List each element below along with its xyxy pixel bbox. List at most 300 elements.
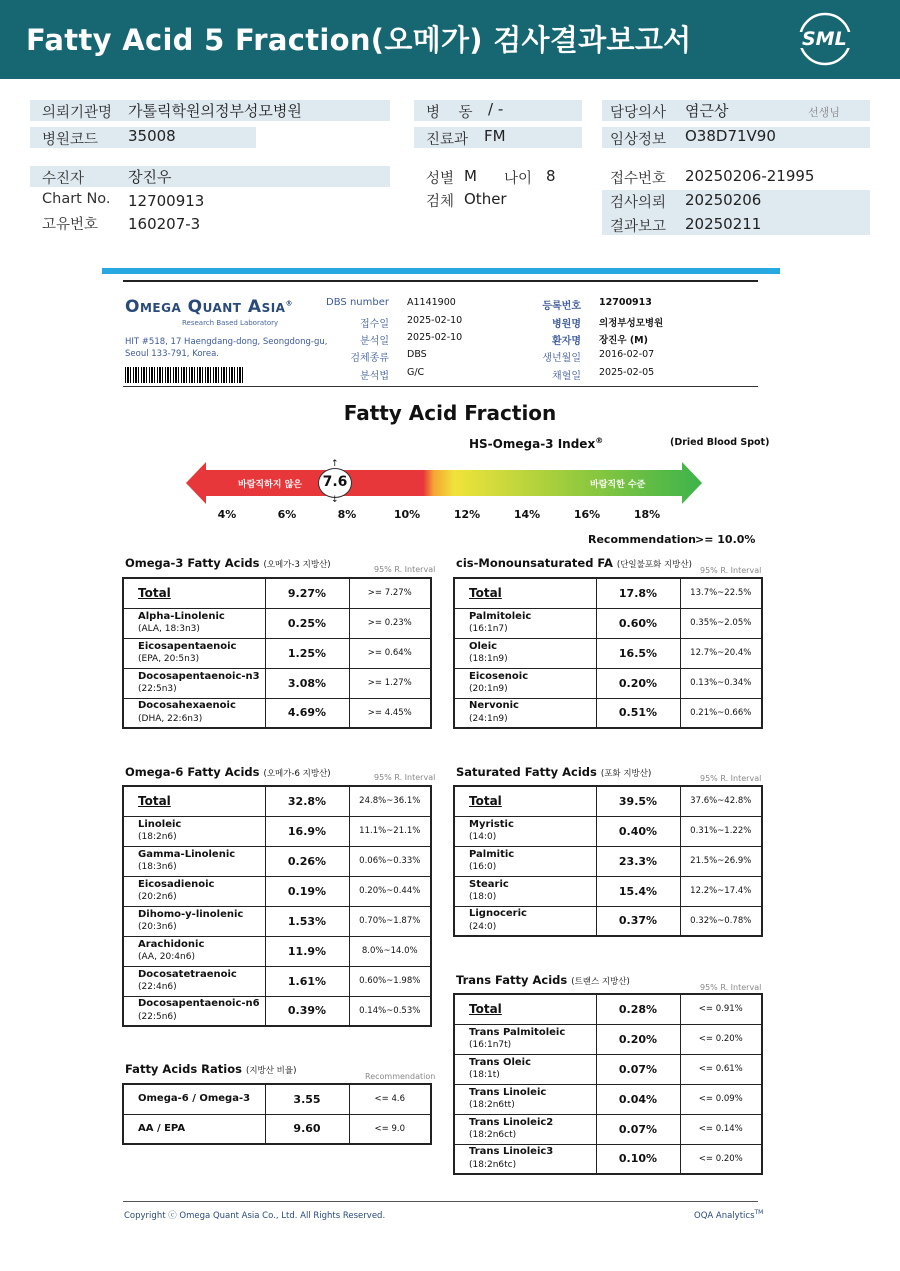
omega6-table <box>122 785 432 1027</box>
fatty-acid-label: Dihomo-y-linolenic <box>138 908 244 920</box>
fatty-acid-notation: (16:0) <box>469 862 497 872</box>
fatty-acid-name <box>123 698 265 728</box>
result-value: 0.19% <box>265 876 349 906</box>
reference-interval: 0.31%~1.22% <box>680 816 762 846</box>
fatty-acid-notation: (16:1n7t) <box>469 1040 512 1050</box>
saturated-title: Saturated Fatty Acids <box>456 765 597 779</box>
saturated-section-title <box>456 765 651 779</box>
fatty-acid-label: Stearic <box>469 878 509 890</box>
age-label: 나이 <box>504 171 533 187</box>
result-value: 0.07% <box>596 1114 680 1144</box>
reference-interval: 12.2%~17.4% <box>680 876 762 906</box>
company-tagline: Research Based Laboratory <box>182 319 279 327</box>
result-value: 23.3% <box>596 846 680 876</box>
birth-date-label: 생년월일 <box>542 353 581 364</box>
fatty-acid-name <box>454 698 596 728</box>
saturated-title-kr: (포화 지방산) <box>600 769 652 779</box>
fatty-acid-notation: (22:5n6) <box>138 1011 177 1022</box>
result-value: 0.60% <box>596 608 680 638</box>
fatty-acid-notation: (18:1t) <box>469 1070 500 1080</box>
desirable-label: 바람직한 수준 <box>590 480 646 490</box>
mufa-ri-label: 95% R. Interval <box>700 566 762 575</box>
sml-logo <box>796 12 854 66</box>
reference-interval: 0.20%~0.44% <box>349 876 431 906</box>
ratios-table <box>122 1083 432 1145</box>
fatty-acid-label: AA / EPA <box>138 1122 186 1134</box>
result-value: 0.20% <box>596 668 680 698</box>
gauge-tick-label: 14% <box>513 508 541 521</box>
patient-value: 장진우 <box>128 168 172 186</box>
result-value: 0.26% <box>265 846 349 876</box>
saturated-ri-label: 95% R. Interval <box>700 774 762 783</box>
table-row <box>454 1114 762 1144</box>
chart-no-label: Chart No. <box>42 191 111 207</box>
fatty-acid-notation: (18:1n9) <box>469 654 508 664</box>
reference-interval: 11.1%~21.1% <box>349 816 431 846</box>
table-row <box>454 608 762 638</box>
gauge-tick-label: 10% <box>393 508 421 521</box>
receive-date-label: 접수일 <box>360 319 389 330</box>
result-value: 9.60 <box>265 1114 349 1144</box>
table-row <box>123 1084 431 1114</box>
report-header-bottom-line <box>123 386 758 387</box>
result-value: 17.8% <box>596 578 680 608</box>
reference-interval: <= 0.61% <box>680 1054 762 1084</box>
fatty-acid-label: Eicosadienoic <box>138 878 215 890</box>
fatty-acid-label: Trans Palmitoleic <box>469 1026 566 1038</box>
registration-no-value: 12700913 <box>599 297 652 308</box>
specimen-type-label: 검체종류 <box>350 353 389 364</box>
dbs-number-value: A1141900 <box>407 297 456 308</box>
table-row <box>123 816 431 846</box>
birth-date-value: 2016-02-07 <box>599 349 655 360</box>
fatty-acid-label: Palmitoleic <box>469 610 532 622</box>
omega3-table <box>122 577 432 729</box>
fatty-acid-name <box>123 906 265 936</box>
table-row <box>454 906 762 936</box>
table-row <box>123 786 431 816</box>
age-value: 8 <box>546 167 556 185</box>
reference-interval: <= 9.0 <box>349 1114 431 1144</box>
index-value: 7.6 <box>322 474 348 490</box>
fatty-acid-label: Oleic <box>469 640 498 652</box>
table-row <box>123 876 431 906</box>
fatty-acid-label: Docosatetraenoic <box>138 968 237 980</box>
result-value: 0.28% <box>596 994 680 1024</box>
result-value: 0.25% <box>265 608 349 638</box>
reference-interval: <= 0.91% <box>680 994 762 1024</box>
patient-name-label: 환자명 <box>552 336 581 347</box>
doctor-value: 염근상 <box>685 102 729 120</box>
omega-quant-logo <box>125 297 293 317</box>
fatty-acid-label: Trans Linoleic2 <box>469 1116 554 1128</box>
fatty-acid-name <box>454 1114 596 1144</box>
reference-interval: >= 4.45% <box>349 698 431 728</box>
method-value: G/C <box>407 367 425 378</box>
table-row <box>454 846 762 876</box>
trans-table <box>453 993 763 1175</box>
fatty-acid-notation: (20:1n9) <box>469 684 508 694</box>
reference-interval: <= 0.20% <box>680 1024 762 1054</box>
reference-interval: 8.0%~14.0% <box>349 936 431 966</box>
fatty-acid-label: Total <box>138 585 171 600</box>
hospital-label: 의뢰기관명 <box>42 105 113 121</box>
table-row <box>123 698 431 728</box>
fatty-acid-name <box>123 966 265 996</box>
reference-interval: >= 1.27% <box>349 668 431 698</box>
reference-interval: <= 0.20% <box>680 1144 762 1174</box>
company-address-line2: Seoul 133-791, Korea. <box>125 349 219 359</box>
fatty-acid-label: Eicosapentaenoic <box>138 640 237 652</box>
result-value: 1.61% <box>265 966 349 996</box>
reference-interval: <= 4.6 <box>349 1084 431 1114</box>
result-value: 3.55 <box>265 1084 349 1114</box>
registered-mark: ® <box>285 299 293 308</box>
barcode <box>125 367 245 383</box>
gauge-tick-label: 12% <box>453 508 481 521</box>
hospital-value: 가톨릭학원의정부성모병원 <box>128 102 302 120</box>
gauge-tick-label: 6% <box>277 508 297 521</box>
result-value: 1.25% <box>265 638 349 668</box>
fatty-acid-fraction-title: Fatty Acid Fraction <box>343 401 557 425</box>
fatty-acid-name <box>123 638 265 668</box>
table-row <box>123 906 431 936</box>
fatty-acid-notation: (16:1n7) <box>469 624 508 634</box>
fatty-acid-notation: (14:0) <box>469 832 497 842</box>
receipt-no-value: 20250206-21995 <box>685 167 815 185</box>
fatty-acid-name <box>454 816 596 846</box>
marker-down-arrow: ↓ <box>331 495 339 505</box>
gauge-tick-label: 18% <box>633 508 661 521</box>
fatty-acid-notation: (24:1n9) <box>469 713 508 724</box>
trans-title: Trans Fatty Acids <box>456 973 568 987</box>
table-row <box>123 936 431 966</box>
fatty-acid-name <box>454 638 596 668</box>
fatty-acid-label: Total <box>469 585 502 600</box>
request-date-label: 검사의뢰 <box>610 195 667 211</box>
fatty-acid-name <box>123 1084 265 1114</box>
section-divider <box>102 268 780 274</box>
fatty-acid-label: Nervonic <box>469 700 519 712</box>
reference-interval: <= 0.09% <box>680 1084 762 1114</box>
result-value: 0.04% <box>596 1084 680 1114</box>
fatty-acid-label: Total <box>469 1001 502 1016</box>
trans-ri-label: 95% R. Interval <box>700 983 762 992</box>
doctor-label: 담당의사 <box>610 105 667 121</box>
result-value: 9.27% <box>265 578 349 608</box>
brand-name: OQA Analytics <box>694 1210 755 1221</box>
fatty-acid-name <box>454 1084 596 1114</box>
trademark-mark: TM <box>754 1209 764 1216</box>
result-value: 1.53% <box>265 906 349 936</box>
result-value: 0.20% <box>596 1024 680 1054</box>
sex-value: M <box>464 167 477 185</box>
unique-id-label: 고유번호 <box>42 217 99 233</box>
table-row <box>454 994 762 1024</box>
result-value: 0.37% <box>596 906 680 936</box>
result-value: 0.39% <box>265 996 349 1026</box>
omega6-title-kr: (오메가-6 지방산) <box>263 769 331 779</box>
draw-date-label: 채혈일 <box>552 371 581 382</box>
table-row <box>123 846 431 876</box>
fatty-acid-notation: (18:2n6) <box>138 832 177 842</box>
company-address-line1: HIT #518, 17 Haengdang-dong, Seongdong-gu, <box>125 337 328 347</box>
report-top-line <box>123 280 758 282</box>
table-row <box>454 876 762 906</box>
specimen-label: 검체 <box>426 194 455 210</box>
fatty-acid-name <box>454 608 596 638</box>
reference-interval: 0.14%~0.53% <box>349 996 431 1026</box>
registration-no-label: 등록번호 <box>542 301 581 312</box>
result-value: 3.08% <box>265 668 349 698</box>
fatty-acid-name <box>454 876 596 906</box>
table-row <box>454 638 762 668</box>
request-date-value: 20250206 <box>685 191 762 209</box>
fatty-acid-name <box>123 608 265 638</box>
fatty-acid-label: Alpha-Linolenic <box>138 610 225 622</box>
trans-title-kr: (트랜스 지방산) <box>571 977 630 987</box>
reference-interval: 0.06%~0.33% <box>349 846 431 876</box>
result-value: 11.9% <box>265 936 349 966</box>
table-row <box>454 668 762 698</box>
fatty-acid-name <box>454 1144 596 1174</box>
omega6-title: Omega-6 Fatty Acids <box>125 765 260 779</box>
fatty-acid-notation: (20:2n6) <box>138 892 177 902</box>
fatty-acid-notation: (22:4n6) <box>138 982 177 992</box>
result-value: 0.40% <box>596 816 680 846</box>
ratios-section-title <box>125 1062 296 1076</box>
hospital-code-label: 병원코드 <box>42 132 99 148</box>
fatty-acid-label: Total <box>138 793 171 808</box>
report-date-label: 결과보고 <box>610 219 667 235</box>
fatty-acid-name <box>454 994 596 1024</box>
fatty-acid-label: Arachidonic <box>138 938 205 950</box>
fatty-acid-name <box>123 1114 265 1144</box>
fatty-acid-notation: (18:2n6tc) <box>469 1159 517 1170</box>
result-value: 15.4% <box>596 876 680 906</box>
reference-interval: 13.7%~22.5% <box>680 578 762 608</box>
table-row <box>123 668 431 698</box>
table-row <box>454 1084 762 1114</box>
table-row <box>454 578 762 608</box>
copyright-text: Copyright ⓒ Omega Quant Asia Co., Ltd. All Rights Reserved. <box>124 1211 386 1221</box>
dbs-number-label: DBS number <box>326 297 389 308</box>
registered-mark: ® <box>595 436 604 445</box>
mufa-title-kr: (단일불포화 지방산) <box>616 560 692 570</box>
ratios-recommendation-label: Recommendation <box>365 1072 436 1081</box>
fatty-acid-notation: (22:5n3) <box>138 684 177 694</box>
footer-line <box>123 1201 758 1202</box>
reference-interval: 24.8%~36.1% <box>349 786 431 816</box>
analysis-date-value: 2025-02-10 <box>407 332 463 343</box>
result-value: 16.5% <box>596 638 680 668</box>
gauge-tick-label: 8% <box>337 508 357 521</box>
reference-interval: <= 0.14% <box>680 1114 762 1144</box>
mufa-table <box>453 577 763 729</box>
table-row <box>123 1114 431 1144</box>
oqa-analytics-brand <box>694 1209 763 1221</box>
recommendation-label: Recommendation <box>588 533 696 546</box>
reference-interval: >= 0.23% <box>349 608 431 638</box>
result-value: 39.5% <box>596 786 680 816</box>
fatty-acid-name <box>454 1024 596 1054</box>
omega3-ri-label: 95% R. Interval <box>374 565 436 574</box>
reference-interval: 21.5%~26.9% <box>680 846 762 876</box>
trans-section-title <box>456 973 630 987</box>
reference-interval: 0.32%~0.78% <box>680 906 762 936</box>
fatty-acid-name <box>454 846 596 876</box>
index-value-marker <box>318 459 352 505</box>
recommendation-value: >= 10.0% <box>695 533 756 546</box>
table-row <box>123 608 431 638</box>
ward-label: 병 동 <box>426 105 473 121</box>
fatty-acid-notation: (DHA, 22:6n3) <box>138 713 203 724</box>
sex-label: 성별 <box>426 171 455 187</box>
fatty-acid-name <box>123 578 265 608</box>
result-value: 16.9% <box>265 816 349 846</box>
chart-no-value: 12700913 <box>128 192 205 210</box>
fatty-acid-notation: (18:0) <box>469 892 497 902</box>
unique-id-value: 160207-3 <box>128 215 201 233</box>
table-row <box>123 638 431 668</box>
omega6-ri-label: 95% R. Interval <box>374 773 436 782</box>
table-row <box>454 786 762 816</box>
mufa-title: cis-Monounsaturated FA <box>456 556 613 570</box>
fatty-acid-notation: (AA, 20:4n6) <box>138 952 195 962</box>
table-row <box>454 1144 762 1174</box>
omega3-index-title <box>469 436 603 451</box>
table-row <box>454 698 762 728</box>
patient-label: 수진자 <box>42 171 85 187</box>
reference-interval: 0.13%~0.34% <box>680 668 762 698</box>
hospital-name-label: 병원명 <box>552 319 581 330</box>
result-value: 0.10% <box>596 1144 680 1174</box>
fatty-acid-label: Linoleic <box>138 818 182 830</box>
omega3-section-title <box>125 556 331 570</box>
fatty-acid-name <box>123 996 265 1026</box>
fatty-acid-label: Lignoceric <box>469 908 527 920</box>
fatty-acid-notation: (18:2n6ct) <box>469 1130 517 1140</box>
fatty-acid-notation: (20:3n6) <box>138 922 177 932</box>
report-header-bar <box>0 0 900 79</box>
mufa-section-title <box>456 556 692 570</box>
fatty-acid-label: Docosapentaenoic-n6 <box>138 998 260 1010</box>
gauge-tick-label: 16% <box>573 508 601 521</box>
clinical-info-value: O38D71V90 <box>685 127 776 145</box>
receipt-no-label: 접수번호 <box>610 171 667 187</box>
fatty-acid-name <box>454 1054 596 1084</box>
fatty-acid-name <box>123 846 265 876</box>
fatty-acid-notation: (24:0) <box>469 921 497 932</box>
fatty-acid-name <box>454 578 596 608</box>
fatty-acid-notation: (18:3n6) <box>138 862 177 872</box>
fatty-acid-label: Docosahexaenoic <box>138 700 236 712</box>
receive-date-value: 2025-02-10 <box>407 315 463 326</box>
patient-name-value: 장진우 (M) <box>599 335 648 346</box>
dept-label: 진료과 <box>426 132 469 148</box>
reference-interval: >= 0.64% <box>349 638 431 668</box>
result-value: 32.8% <box>265 786 349 816</box>
ratios-title: Fatty Acids Ratios <box>125 1062 242 1076</box>
table-row <box>123 996 431 1026</box>
hospital-name-value: 의정부성모병원 <box>599 318 664 329</box>
table-row <box>454 816 762 846</box>
fatty-acid-name <box>123 668 265 698</box>
fatty-acid-name <box>454 668 596 698</box>
fatty-acid-label: Myristic <box>469 818 514 830</box>
fatty-acid-notation: (ALA, 18:3n3) <box>138 624 200 634</box>
fatty-acid-notation: (EPA, 20:5n3) <box>138 654 200 664</box>
result-value: 0.51% <box>596 698 680 728</box>
draw-date-value: 2025-02-05 <box>599 367 655 378</box>
ward-value: / - <box>488 100 504 118</box>
specimen-value: Other <box>464 190 507 208</box>
result-value: 0.07% <box>596 1054 680 1084</box>
fatty-acid-name <box>123 876 265 906</box>
specimen-type-value: DBS <box>407 349 427 360</box>
fatty-acid-name <box>123 786 265 816</box>
fatty-acid-label: Docosapentaenoic-n3 <box>138 670 260 682</box>
reference-interval: 0.35%~2.05% <box>680 608 762 638</box>
fatty-acid-label: Eicosenoic <box>469 670 529 682</box>
table-row <box>454 1054 762 1084</box>
gauge-tick-label: 4% <box>217 508 237 521</box>
fatty-acid-label: Gamma-Linolenic <box>138 848 236 860</box>
clinical-info-label: 임상정보 <box>610 132 667 148</box>
fatty-acid-label: Trans Linoleic3 <box>469 1146 554 1158</box>
report-title: Fatty Acid 5 Fraction(오메가) 검사결과보고서 <box>26 23 692 57</box>
dept-value: FM <box>484 127 506 145</box>
dried-blood-spot-note: (Dried Blood Spot) <box>670 437 770 448</box>
omega3-title-kr: (오메가-3 지방산) <box>263 560 331 570</box>
report-date-value: 20250211 <box>685 215 762 233</box>
analysis-date-label: 분석일 <box>360 336 389 347</box>
omega3-index-gauge <box>186 460 702 506</box>
hospital-code-value: 35008 <box>128 127 176 145</box>
reference-interval: 0.21%~0.66% <box>680 698 762 728</box>
reference-interval: >= 7.27% <box>349 578 431 608</box>
fatty-acid-label: Palmitic <box>469 848 515 860</box>
fatty-acid-label: Trans Linoleic <box>469 1086 547 1098</box>
company-name: Omega Quant Asia <box>125 297 286 317</box>
fatty-acid-label: Omega-6 / Omega-3 <box>138 1093 251 1104</box>
result-value: 4.69% <box>265 698 349 728</box>
reference-interval: 0.60%~1.98% <box>349 966 431 996</box>
doctor-suffix: 선생님 <box>808 106 840 119</box>
fatty-acid-name <box>454 906 596 936</box>
table-row <box>123 966 431 996</box>
sml-logo-text: SML <box>802 28 847 50</box>
reference-interval: 37.6%~42.8% <box>680 786 762 816</box>
ratios-title-kr: (지방산 비율) <box>246 1066 297 1076</box>
fatty-acid-label: Trans Oleic <box>469 1056 532 1068</box>
saturated-table <box>453 785 763 937</box>
reference-interval: 12.7%~20.4% <box>680 638 762 668</box>
fatty-acid-name <box>123 816 265 846</box>
fatty-acid-label: Total <box>469 793 502 808</box>
reference-interval: 0.70%~1.87% <box>349 906 431 936</box>
undesirable-label: 바람직하지 않은 <box>238 480 302 490</box>
omega3-index-name: HS-Omega-3 Index <box>469 437 596 451</box>
fatty-acid-name <box>123 936 265 966</box>
omega6-section-title <box>125 765 331 779</box>
table-row <box>454 1024 762 1054</box>
fatty-acid-name <box>454 786 596 816</box>
table-row <box>123 578 431 608</box>
method-label: 분석법 <box>360 371 389 382</box>
fatty-acid-notation: (18:2n6tt) <box>469 1100 515 1110</box>
omega3-title: Omega-3 Fatty Acids <box>125 556 260 570</box>
